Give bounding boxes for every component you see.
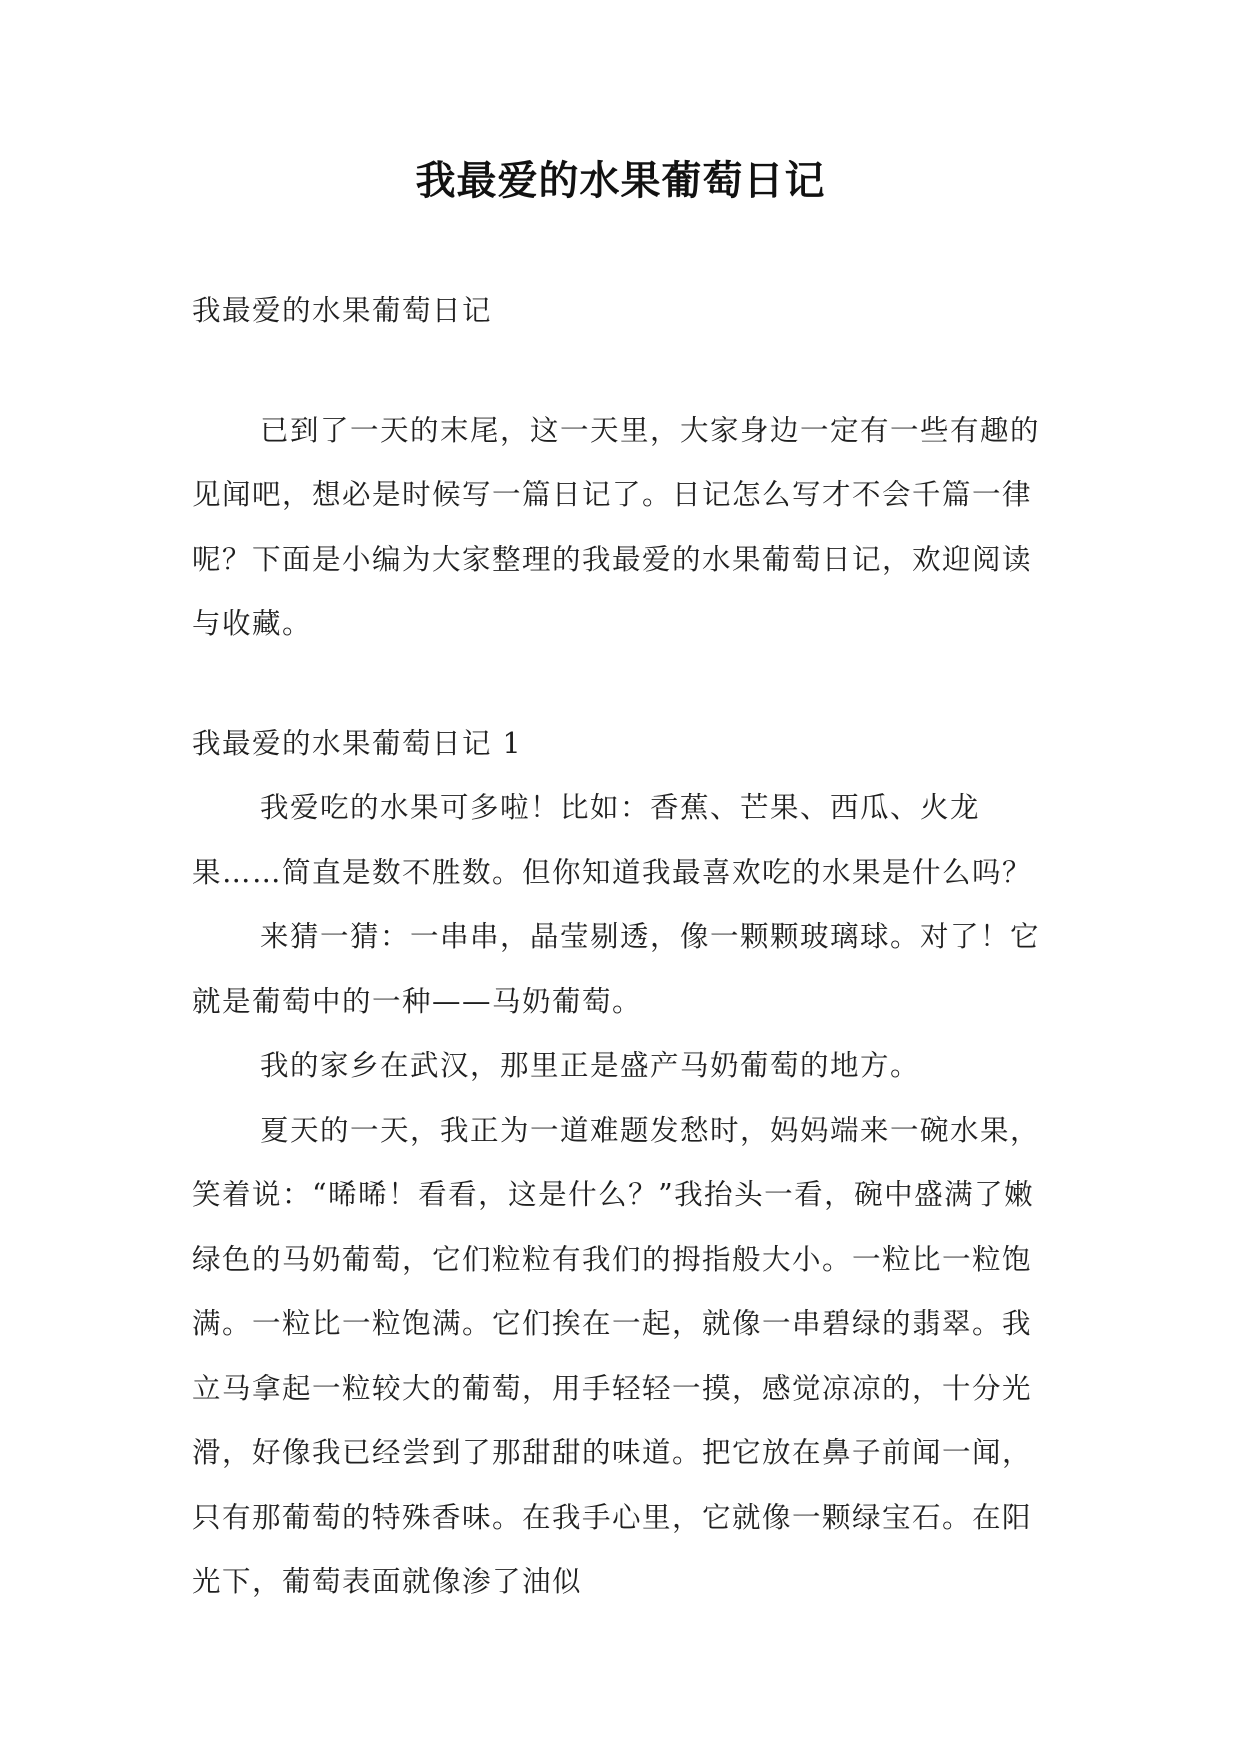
spacer (192, 657, 1058, 712)
document-title: 我最爱的水果葡萄日记 (415, 157, 826, 204)
intro-paragraph: 已到了一天的末尾，这一天里，大家身边一定有一些有趣的见闻吧，想必是时候写一篇日记了。日记怎么写才不会千篇一律呢？下面是小编为大家整理的我最爱的水果葡萄日记，欢迎阅读与收藏。 (192, 413, 1041, 640)
document-subtitle: 我最爱的水果葡萄日记 (192, 294, 493, 327)
body-paragraph: 我爱吃的水果可多啦！比如：香蕉、芒果、西瓜、火龙果……简直是数不胜数。但你知道我最喜欢吃的水果是什么吗？ (192, 791, 1033, 889)
body-paragraph: 来猜一猜：一串串，晶莹剔透，像一颗颗玻璃球。对了！它就是葡萄中的一种——马奶葡萄。 (192, 920, 1041, 1018)
document-body (192, 279, 1058, 1615)
body-paragraph: 夏天的一天，我正为一道难题发愁时，妈妈端来一碗水果，笑着说：“晞晞！看看，这是什么？”我抬头一看，碗中盛满了嫩绿色的马奶葡萄，它们粒粒有我们的拇指般大小。一粒比一粒饱满。一粒比一粒饱满。它们挨在一起，就像一串碧绿的翡翠。我立马拿起一粒较大的葡萄，用手轻轻一摸，感觉凉凉的，十分光滑，好像我已经尝到了那甜甜的味道。把它放在鼻子前闻一闻，只有那葡萄的特殊香味。在我手心里，它就像一颗绿宝石。在阳光下，葡萄表面就像渗了油似 (192, 1113, 1041, 1598)
spacer (192, 344, 1058, 399)
body-paragraph: 我的家乡在武汉，那里正是盛产马奶葡萄的地方。 (260, 1049, 921, 1082)
section-heading: 我最爱的水果葡萄日记 1 (192, 726, 523, 760)
